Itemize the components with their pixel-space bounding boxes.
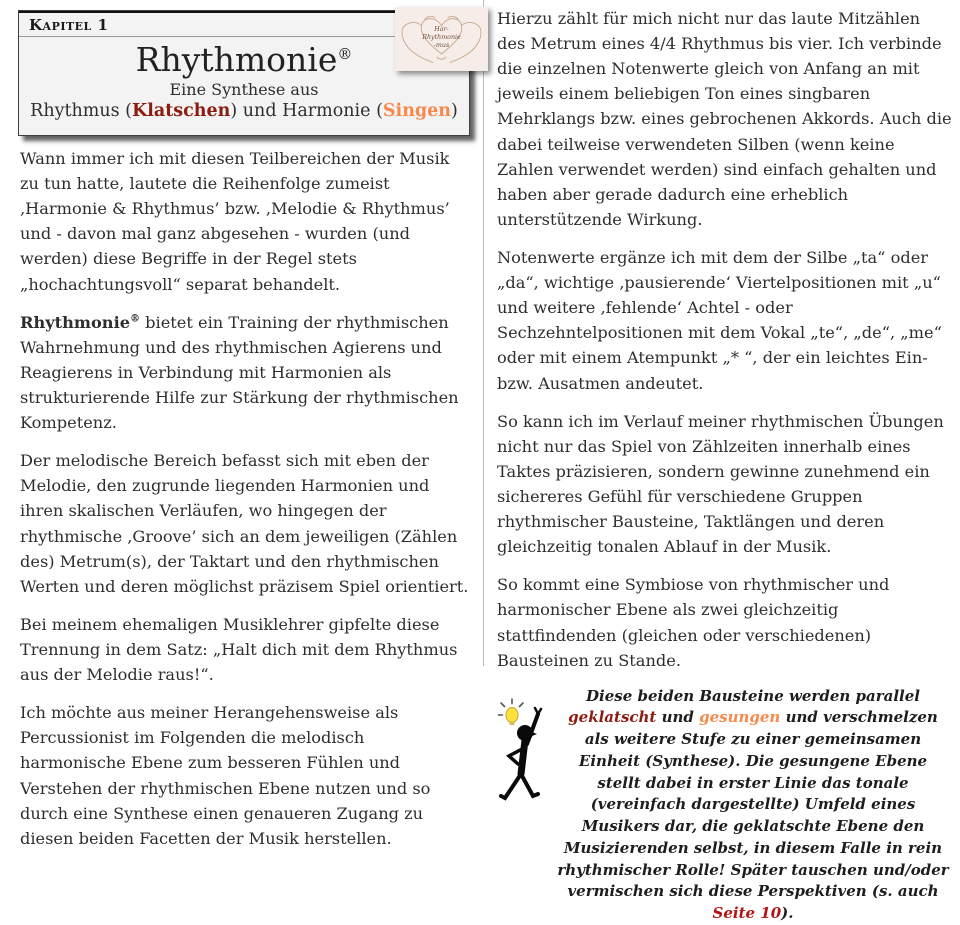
callout-part4: ). bbox=[781, 904, 794, 923]
paragraph-right-3: So kann ich im Verlauf meiner rhythmischen Übungen nicht nur das Spiel von Zählzeiten innerhalb eines Taktes präzisieren, sondern gewinne zunehmend ein sichereres Gefühl für verschiedene Gruppen rhythmischer Bausteine, Taktlängen und deren gleichzeitig tonalen Ablauf in der Musik. bbox=[497, 411, 944, 557]
subtitle-line1: Eine Synthese aus bbox=[169, 79, 319, 99]
klatschen-word: Klatschen bbox=[132, 100, 231, 121]
paragraph-right-1: Hierzu zählt für mich nicht nur das laute Mitzählen des Metrum eines 4/4 Rhythmus bis vier. Ich verbinde die einzelnen Notenwerte gleich von Anfang an mit jeweils einem beliebigen Ton eines singbaren Mehrklangs bzw. eines gebrochenen Akkords. Auch die dabei teilweise verwendeten Silben (wenn keine Zahlen verwendet werden) sind einfach gehalten und haben aber gerade dadurch eine erheblich unterstützende Wirkung. bbox=[497, 9, 952, 229]
title-text: Rhythmonie bbox=[135, 40, 338, 79]
trademark-symbol: ® bbox=[337, 45, 353, 63]
paragraph-left-2-rest: bietet ein Training der rhythmischen Wahrnehmung und des rhythmischen Agierens und Reagierens in Verbindung mit Harmonien als strukturierende Hilfe zur Stärkung der rhythmischen Kompetenz. bbox=[20, 312, 459, 433]
paragraph-left-3: Der melodische Bereich befasst sich mit eben der Melodie, den zugrunde liegenden Harmonien und ihren skalischen Verläufen, wo hingegen der rhythmische ‚Groove’ sich an dem jeweiligen (Zählen des) Metrum(s), der Taktart und den rhythmischen Werten und deren möglichst präzisem Spiel orientiert. bbox=[20, 451, 469, 596]
idea-stick-figure-icon bbox=[497, 690, 555, 831]
subtitle-post: ) bbox=[451, 100, 458, 121]
logo-caption-line2: Rhythmonie bbox=[422, 34, 461, 41]
paragraph-right-2: Notenwerte ergänze ich mit dem der Silbe „ta“ oder „da“, wichtige ‚pausierende‘ Viertelpositionen mit „u“ und weitere ‚fehlende‘ Achtel - oder Sechzehntelpositionen mit dem Vokal „te“, „de“, „me“ oder mit einem Atempunkt „* “, der ein leichtes Ein- bzw. Ausatmen andeutet. bbox=[497, 247, 942, 393]
chapter-label: Kapitel 1 bbox=[19, 11, 469, 37]
paragraph-left-5: Ich möchte aus meiner Herangehensweise als Percussionist im Folgenden die melodisch harmonische Ebene zum besseren Fühlen und Verstehen der rhythmischen Ebene nutzen und so durch eine Synthese einen genaueren Zugang zu diesen beiden Facetten der Musik herstellen. bbox=[20, 703, 431, 848]
paragraph-left-1: Wann immer ich mit diesen Teilbereichen der Musik zu tun hatte, lautete die Reihenfolge zumeist ‚Harmonie & Rhythmus’ bzw. ‚Melodie & Rhythmus’ und - davon mal ganz abgesehen - wurden (und werden) diese Begriffe in der Regel stets „hochachtungsvoll“ separat behandelt. bbox=[20, 149, 450, 294]
page-reference: Seite 10 bbox=[712, 904, 782, 923]
subtitle-pre: Rhythmus ( bbox=[30, 100, 133, 121]
subtitle-line2 bbox=[27, 101, 461, 121]
callout-part1: Diese beiden Bausteine werden parallel bbox=[586, 686, 920, 705]
paragraph-left-4: Bei meinem ehemaligen Musiklehrer gipfelte diese Trennung in dem Satz: „Halt dich mit dem Rhythmus aus der Melodie raus!“. bbox=[20, 614, 458, 685]
callout-part3: und verschmelzen als weitere Stufe zu einer gemeinsamen Einheit (Synthese). Die gesungene Ebene stellt dabei in erster Linie das tonale (vereinfach dargestellte) Umfeld eines Musikers dar, die geklatschte Ebene den Musizierenden selbst, in diesem Falle in rein rhythmischer Rolle! Später tauschen und/oder vermischen sich diese Perspektiven (s. auch bbox=[557, 708, 949, 901]
left-column bbox=[20, 146, 472, 864]
column-divider bbox=[483, 0, 484, 666]
right-column bbox=[497, 6, 953, 925]
rhythmonie-word: Rhythmonie bbox=[20, 312, 131, 332]
idea-callout bbox=[497, 686, 953, 925]
geklatscht-word: geklatscht bbox=[568, 708, 657, 727]
hands-heart-icon bbox=[395, 7, 488, 71]
registered-mark: ® bbox=[130, 313, 141, 325]
callout-text bbox=[555, 686, 953, 925]
hands-heart-logo bbox=[395, 7, 488, 71]
logo-caption-line1: Har- bbox=[434, 26, 449, 33]
logo-caption-line3: -mus bbox=[433, 42, 450, 49]
paragraph-right-4: So kommt eine Symbiose von rhythmischer und harmonischer Ebene als zwei gleichzeitig stattfindenden (gleichen oder verschiedenen) Bausteinen zu Stande. bbox=[497, 575, 890, 670]
gesungen-word: gesungen bbox=[699, 708, 781, 727]
singen-word: Singen bbox=[382, 100, 452, 121]
rhythmonie-bold bbox=[20, 313, 140, 332]
subtitle-mid: ) und Harmonie ( bbox=[230, 100, 383, 121]
callout-part2: und bbox=[656, 708, 700, 727]
paragraph-left-2 bbox=[20, 310, 472, 436]
